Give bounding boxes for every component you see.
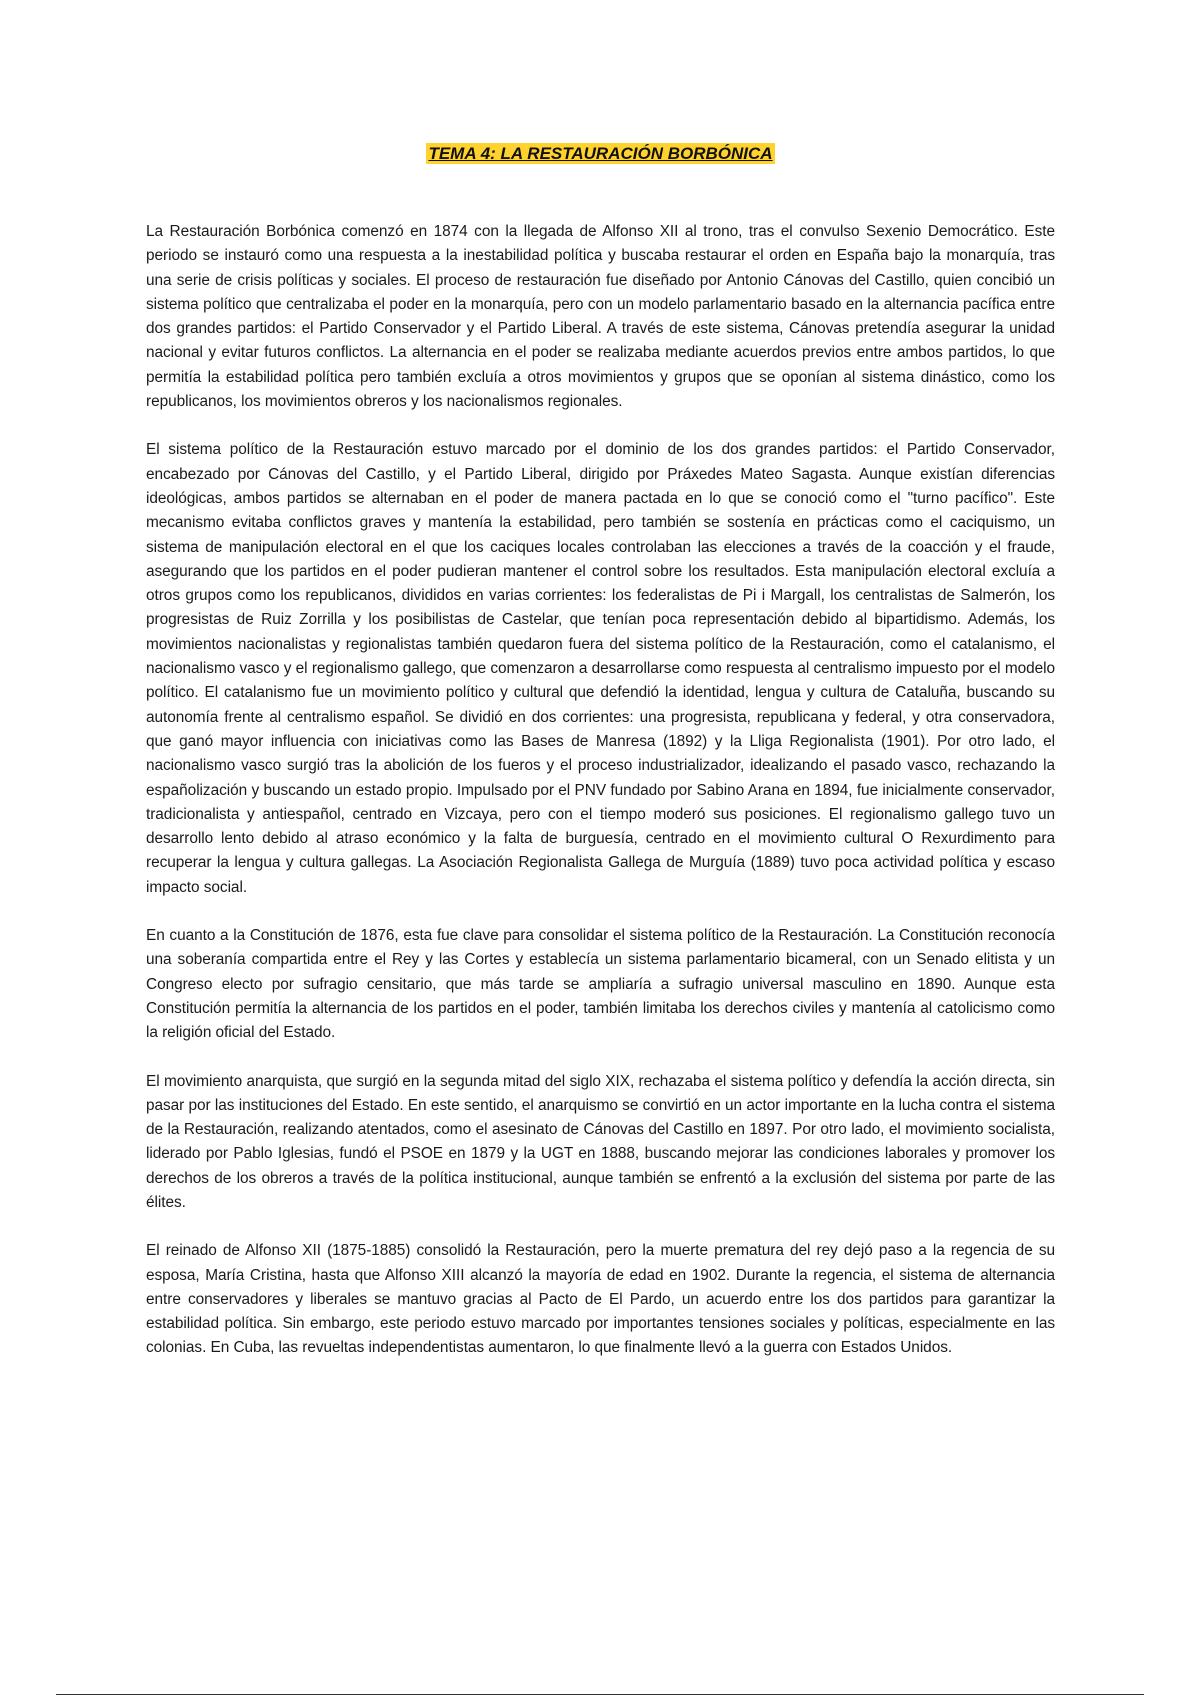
document-body bbox=[146, 220, 1055, 1385]
paragraph-sistema-politico: El sistema político de la Restauración estuvo marcado por el dominio de los dos grandes partidos: el Partido Conservador, encabezado por Cánovas del Castillo, y el Partido Liberal, dirigido por Práxedes Mateo Sagasta. Aunque existían diferencias ideológicas, ambos partidos se alternaban en el poder de manera pactada en lo que se conoció como el "turno pacífico". Este mecanismo evitaba conflictos graves y mantenía la estabilidad, pero también se sostenía en prácticas como el caciquismo, un sistema de manipulación electoral en el que los caciques locales controlaban las elecciones a través de la coacción y el fraude, asegurando que los partidos en el poder pudieran mantener el control sobre los resultados. Esta manipulación electoral excluía a otros grupos como los republicanos, divididos en varias corrientes: los federalistas de Pi i Margall, los centralistas de Salmerón, los progresistas de Ruiz Zorrilla y los posibilistas de Castelar, que tenían poca representación debido al bipartidismo. Además, los movimientos nacionalistas y regionalistas también quedaron fuera del sistema político de la Restauración, como el catalanismo, el nacionalismo vasco y el regionalismo gallego, que comenzaron a desarrollarse como respuesta al centralismo impuesto por el modelo político. El catalanismo fue un movimiento político y cultural que defendió la identidad, lengua y cultura de Cataluña, buscando su autonomía frente al centralismo español. Se dividió en dos corrientes: una progresista, republicana y federal, y otra conservadora, que ganó mayor influencia con iniciativas como las Bases de Manresa (1892) y la Lliga Regionalista (1901). Por otro lado, el nacionalismo vasco surgió tras la abolición de los fueros y el proceso industrializador, idealizando el pasado vasco, rechazando la españolización y buscando un estado propio. Impulsado por el PNV fundado por Sabino Arana en 1894, fue inicialmente conservador, tradicionalista y antiespañol, centrado en Vizcaya, pero con el tiempo moderó sus posiciones. El regionalismo gallego tuvo un desarrollo lento debido al atraso económico y la falta de burguesía, centrado en el movimiento cultural O Rexurdimento para recuperar la lengua y cultura gallegas. La Asociación Regionalista Gallega de Murguía (1889) tuvo poca actividad política y escaso impacto social. bbox=[146, 441, 1055, 896]
page-title: TEMA 4: LA RESTAURACIÓN BORBÓNICA bbox=[428, 144, 773, 163]
paragraph-regencia: El reinado de Alfonso XII (1875-1885) consolidó la Restauración, pero la muerte prematura del rey dejó paso a la regencia de su esposa, María Cristina, hasta que Alfonso XIII alcanzó la mayoría de edad en 1902. Durante la regencia, el sistema de alternancia entre conservadores y liberales se mantuvo gracias al Pacto de El Pardo, un acuerdo entre los dos partidos para garantizar la estabilidad política. Sin embargo, este periodo estuvo marcado por importantes tensiones sociales y políticas, especialmente en las colonias. En Cuba, las revueltas independentistas aumentaron, lo que finalmente llevó a la guerra con Estados Unidos. bbox=[146, 1242, 1055, 1357]
paragraph-constitucion-1876: En cuanto a la Constitución de 1876, esta fue clave para consolidar el sistema político de la Restauración. La Constitución reconocía una soberanía compartida entre el Rey y las Cortes y establecía un sistema parlamentario bicameral, con un Senado elitista y un Congreso electo por sufragio censitario, que más tarde se ampliaría a sufragio universal masculino en 1890. Aunque esta Constitución permitía la alternancia de los partidos en el poder, también limitaba los derechos civiles y mantenía al catolicismo como la religión oficial del Estado. bbox=[146, 927, 1055, 1042]
title-block bbox=[146, 143, 1055, 164]
paragraph-movimiento-obrero: El movimiento anarquista, que surgió en la segunda mitad del siglo XIX, rechazaba el sistema político y defendía la acción directa, sin pasar por las instituciones del Estado. En este sentido, el anarquismo se convirtió en un actor importante en la lucha contra el sistema de la Restauración, realizando atentados, como el asesinato de Cánovas del Castillo en 1897. Por otro lado, el movimiento socialista, liderado por Pablo Iglesias, fundó el PSOE en 1879 y la UGT en 1888, buscando mejorar las condiciones laborales y promover los derechos de los obreros a través de la política institucional, aunque también se enfrentó a la exclusión del sistema por parte de las élites. bbox=[146, 1072, 1055, 1211]
paragraph-restauracion-inicio: La Restauración Borbónica comenzó en 1874 con la llegada de Alfonso XII al trono, tras el convulso Sexenio Democrático. Este periodo se instauró como una respuesta a la inestabilidad política y buscaba restaurar el orden en España bajo la monarquía, tras una serie de crisis políticas y sociales. El proceso de restauración fue diseñado por Antonio Cánovas del Castillo, quien concibió un sistema político que centralizaba el poder en la monarquía, pero con un modelo parlamentario basado en la alternancia pacífica entre dos grandes partidos: el Partido Conservador y el Partido Liberal. A través de este sistema, Cánovas pretendía asegurar la unidad nacional y evitar futuros conflictos. La alternancia en el poder se realizaba mediante acuerdos previos entre ambos partidos, lo que permitía la estabilidad política pero también excluía a otros movimientos y grupos que se oponían al sistema dinástico, como los republicanos, los movimientos obreros y los nacionalismos regionales. bbox=[146, 223, 1055, 411]
footer-divider bbox=[56, 1694, 1144, 1695]
